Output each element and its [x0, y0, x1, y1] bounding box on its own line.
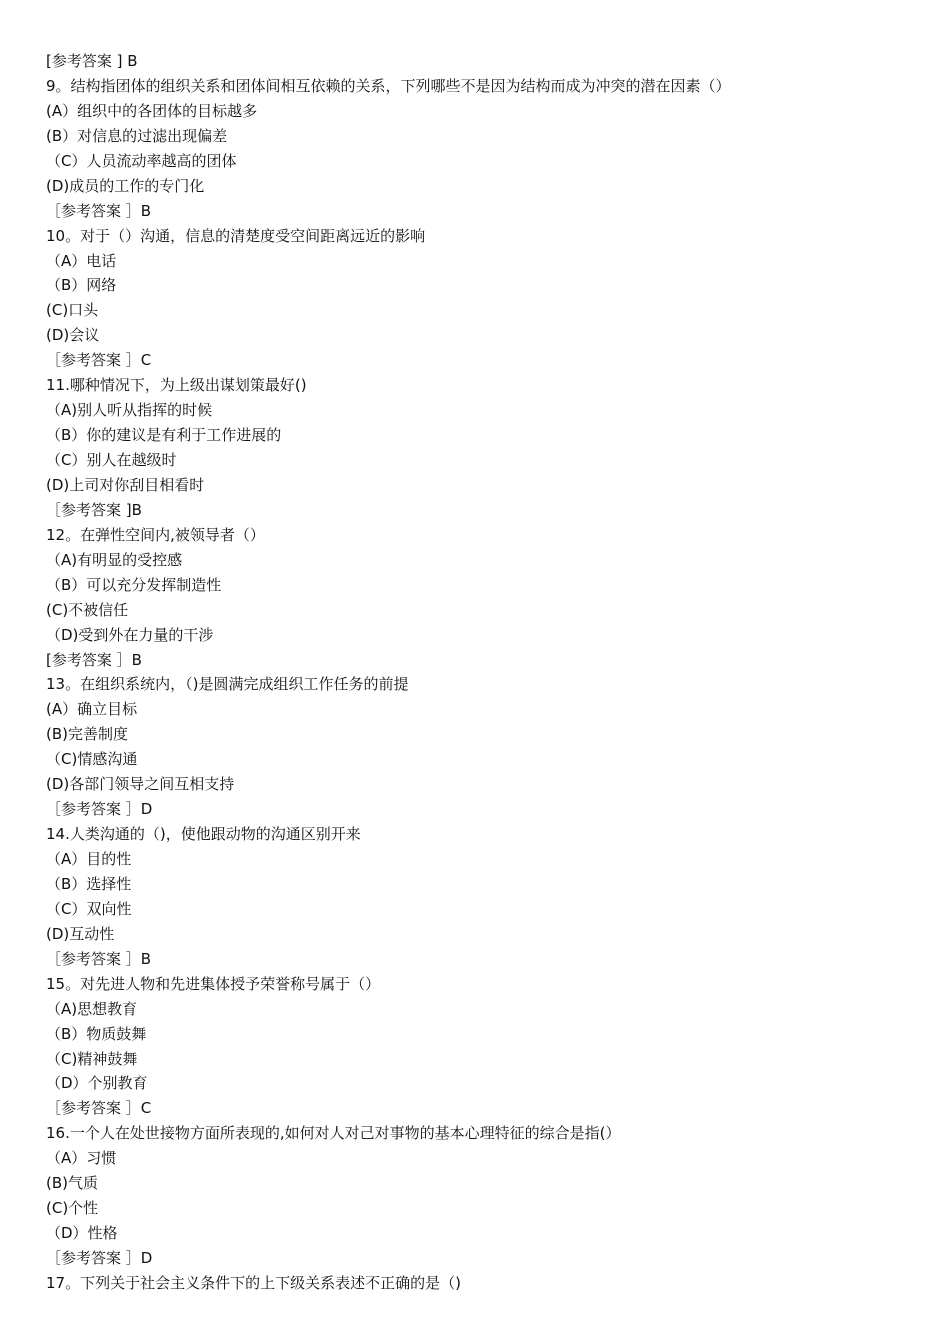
option-text: （D）个别教育 — [46, 1074, 148, 1093]
answer-key: [参考答案 ］B — [46, 650, 142, 669]
option-text: （C）人员流动率越高的团体 — [46, 151, 237, 170]
answer-key: ［参考答案 ］D — [46, 1249, 153, 1267]
option-text: （A)思想教育 — [46, 999, 138, 1018]
option-text: （B）网络 — [46, 276, 117, 295]
option-text: (D)成员的工作的专门化 — [46, 176, 205, 195]
option-text: (D)各部门领导之间互相支持 — [46, 775, 235, 794]
option-text: (B)气质 — [46, 1174, 98, 1193]
question-text: 17。下列关于社会主义条件下的上下级关系表述不正确的是（) — [46, 1273, 461, 1292]
answer-key: ［参考答案 ］C — [46, 351, 152, 370]
question-text: 11.哪种情况下，为上级出谋划策最好() — [46, 376, 307, 395]
option-text: （C）双向性 — [46, 899, 132, 918]
option-text: （D）性格 — [46, 1224, 118, 1243]
option-text: （B）你的建议是有利于工作进展的 — [46, 426, 282, 445]
option-text: (D)上司对你刮目相看时 — [46, 475, 205, 494]
option-text: （D)受到外在力量的干涉 — [46, 625, 214, 644]
option-text: （C)情感沟通 — [46, 750, 138, 769]
option-text: （C)精神鼓舞 — [46, 1049, 138, 1068]
option-text: (A）组织中的各团体的目标越多 — [46, 101, 258, 120]
answer-key: ［参考答案 ］D — [46, 800, 153, 819]
question-text: 12。在弹性空间内,被领导者（） — [46, 525, 265, 544]
option-text: (C)口头 — [46, 301, 99, 320]
document-text — [46, 49, 920, 1296]
option-text: (B)完善制度 — [46, 725, 128, 744]
option-text: (A）确立目标 — [46, 700, 138, 719]
option-text: （B）可以充分发挥制造性 — [46, 575, 222, 594]
option-text: (C)不被信任 — [46, 600, 129, 619]
answer-key: ［参考答案 ］B — [46, 949, 152, 968]
option-text: (D)会议 — [46, 326, 100, 345]
option-text: （A)别人听从指挥的时候 — [46, 401, 213, 420]
option-text: (D)互动性 — [46, 924, 115, 943]
option-text: (B）对信息的过滤出现偏差 — [46, 126, 228, 145]
question-text: 14.人类沟通的（)，使他跟动物的沟通区别开来 — [46, 825, 361, 844]
question-text: 9。结构指团体的组织关系和团体间相互依赖的关系，下列哪些不是因为结构而成为冲突的潜在因素（） — [46, 76, 731, 95]
question-text: 15。对先进人物和先进集体授予荣誉称号属于（） — [46, 974, 381, 993]
question-text: 16.一个人在处世接物方面所表现的,如何对人对己对事物的基本心理特征的综合是指(） — [46, 1124, 621, 1143]
option-text: (C)个性 — [46, 1199, 99, 1218]
option-text: （C）别人在越级时 — [46, 451, 177, 469]
question-text: 10。对于（）沟通，信息的清楚度受空间距离远近的影响 — [46, 226, 426, 245]
option-text: （A)有明显的受控感 — [46, 550, 183, 569]
option-text: （B）物质鼓舞 — [46, 1024, 147, 1043]
option-text: （A）目的性 — [46, 850, 132, 868]
answer-key: [参考答案 ] B — [46, 52, 138, 70]
option-text: （A）电话 — [46, 251, 117, 270]
answer-key: ［参考答案 ]B — [46, 500, 142, 519]
question-text: 13。在组织系统内，（)是圆满完成组织工作任务的前提 — [46, 675, 409, 694]
option-text: （B）选择性 — [46, 874, 132, 893]
answer-key: ［参考答案 ］C — [46, 1099, 152, 1118]
option-text: （A）习惯 — [46, 1149, 117, 1168]
answer-key: ［参考答案 ］B — [46, 201, 152, 220]
